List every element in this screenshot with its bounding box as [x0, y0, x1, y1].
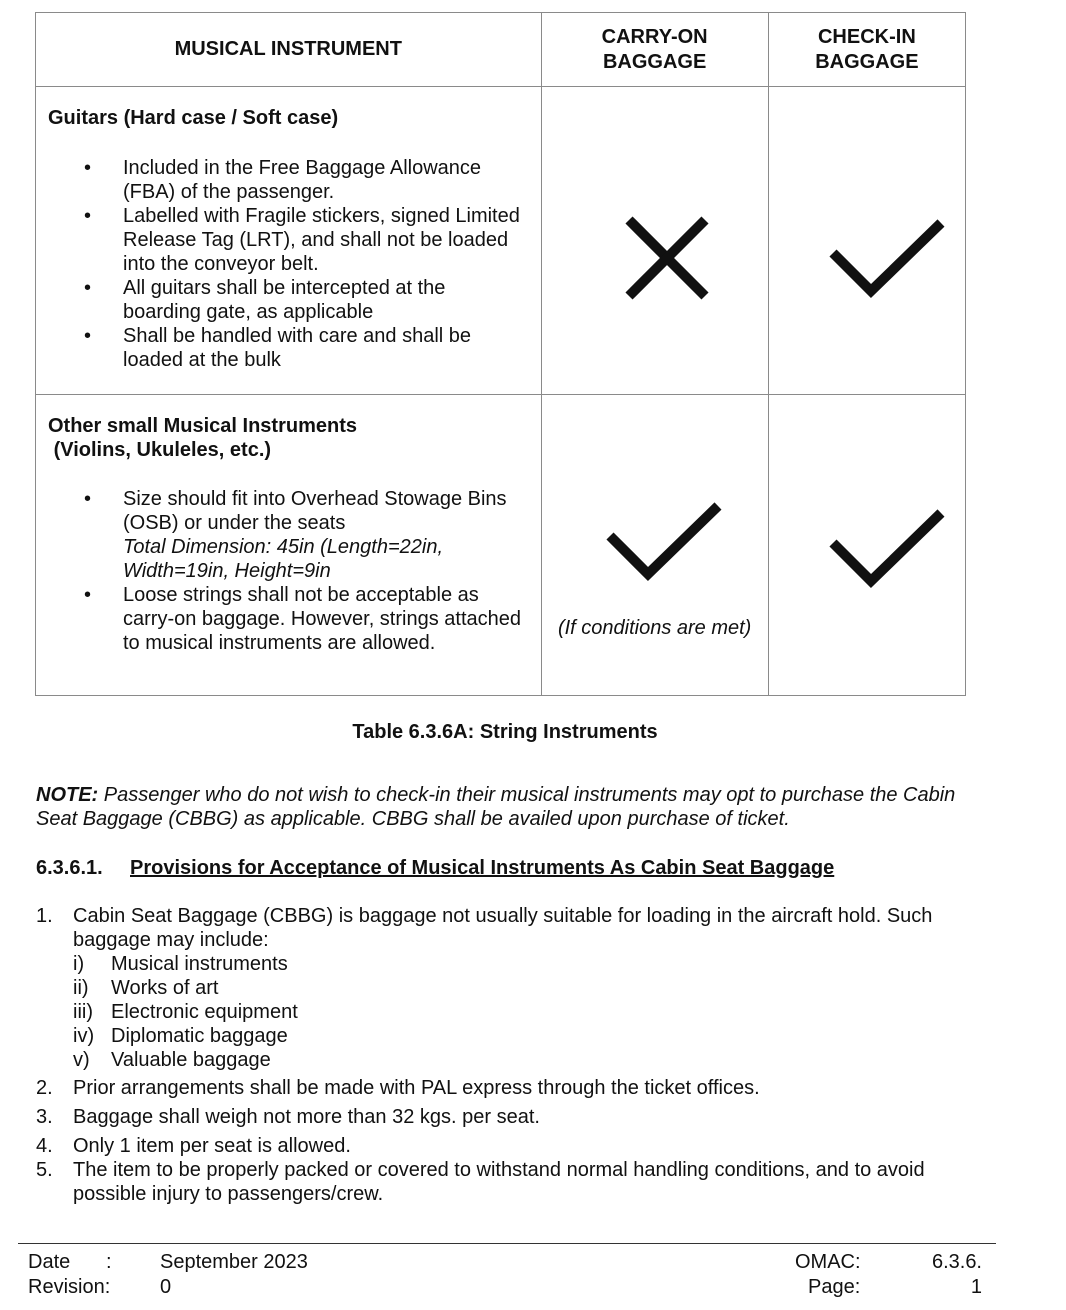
list-item: [36, 1134, 986, 1158]
provision-text: The item to be properly packed or covered to withstand normal handling conditions, and to avoid possible injury to passengers/crew.: [73, 1159, 925, 1205]
header-carry-on-baggage: [541, 13, 768, 87]
provision-text: Prior arrangements shall be made with PAL express through the ticket offices.: [73, 1077, 760, 1099]
table-row: [36, 395, 966, 696]
list-number: 4.: [36, 1135, 53, 1157]
list-item: [36, 1158, 986, 1206]
total-dimension-text: Total Dimension: 45in (Length=22in, Width=19in, Height=9in: [123, 536, 444, 582]
cbbg-types-list: [73, 952, 986, 1072]
section-title: Provisions for Acceptance of Musical Instruments As Cabin Seat Baggage: [130, 857, 835, 879]
table-caption: Table 6.3.6A: String Instruments: [352, 721, 658, 743]
sub-item-text: Musical instruments: [111, 953, 288, 975]
section-number: 6.3.6.1.: [36, 857, 103, 879]
footer-date-label: Date: [28, 1251, 71, 1273]
list-item: [36, 904, 986, 1072]
list-number: 5.: [36, 1159, 53, 1181]
list-item: • Loose strings shall not be acceptable as carry-on baggage. However, strings attached to musical instruments are allowed.: [48, 583, 529, 655]
list-roman: iii): [73, 1001, 93, 1023]
note-label: NOTE:: [36, 784, 99, 806]
small-instruments-title-line2: (Violins, Ukuleles, etc.): [53, 439, 272, 461]
header-carry-on-line1: CARRY-ON: [601, 25, 708, 48]
footer-revision-value: 0: [160, 1276, 172, 1298]
list-item: [73, 1048, 986, 1072]
conditions-note: (If conditions are met): [557, 617, 752, 639]
table-header-row: [36, 13, 966, 87]
cross-icon: [621, 212, 713, 304]
provision-text: Only 1 item per seat is allowed.: [73, 1135, 351, 1157]
provisions-list: [36, 904, 986, 1206]
table-row: [36, 87, 966, 395]
note-text: Passenger who do not wish to check-in their musical instruments may opt to purchase the Cabin Seat Baggage (CBBG) as applicable. CBBG shall be availed upon purchase of ticket.: [36, 784, 956, 830]
list-item: [73, 1024, 986, 1048]
guitars-carry-on-cell: [541, 87, 768, 395]
list-item: [48, 487, 529, 583]
footer-page-value: 1: [970, 1276, 982, 1298]
provision-text: Baggage shall weigh not more than 32 kgs. per seat.: [73, 1106, 540, 1128]
check-icon: [827, 215, 947, 301]
sub-item-text: Diplomatic baggage: [111, 1025, 288, 1047]
header-check-in-line2: BAGGAGE: [815, 50, 919, 73]
sub-item-text: Works of art: [111, 977, 219, 999]
check-icon: [827, 505, 947, 591]
guitars-bullet-list: [48, 156, 529, 372]
provision-text: Cabin Seat Baggage (CBBG) is baggage not usually suitable for loading in the aircraft hold. Such baggage may include:: [73, 905, 933, 951]
guitars-description-cell: [36, 87, 542, 395]
list-item: • All guitars shall be intercepted at the boarding gate, as applicable: [48, 276, 529, 324]
list-roman: iv): [73, 1025, 95, 1047]
list-item: [36, 1076, 986, 1100]
small-instruments-bullet-list: [48, 487, 529, 655]
footer-omac-label: OMAC:: [795, 1251, 861, 1273]
footer-omac-value: 6.3.6.: [931, 1251, 982, 1273]
note-paragraph: [36, 783, 986, 831]
footer-date-colon: :: [106, 1251, 112, 1273]
list-item: • Shall be handled with care and shall be loaded at the bulk: [48, 324, 529, 372]
list-item: • Included in the Free Baggage Allowance (FBA) of the passenger.: [48, 156, 529, 204]
header-check-in-baggage: [768, 13, 965, 87]
list-item: [36, 1105, 986, 1129]
sub-item-text: Valuable baggage: [111, 1049, 271, 1071]
guitars-title: Guitars (Hard case / Soft case): [48, 107, 339, 129]
string-instruments-table: [35, 12, 966, 696]
list-item: [73, 976, 986, 1000]
small-instruments-check-in-cell: [768, 395, 965, 696]
footer-divider: [18, 1243, 996, 1244]
small-instruments-title: [48, 414, 529, 462]
size-requirement-text: Size should fit into Overhead Stowage Bins (OSB) or under the seats: [123, 488, 507, 534]
guitars-check-in-cell: [768, 87, 965, 395]
section-heading: [36, 857, 834, 880]
small-instruments-description-cell: [36, 395, 542, 696]
footer-page-label: Page:: [808, 1276, 861, 1298]
list-roman: i): [73, 953, 85, 975]
footer-date-value: September 2023: [160, 1251, 308, 1273]
list-item: • Labelled with Fragile stickers, signed Limited Release Tag (LRT), and shall not be loaded into the conveyor belt.: [48, 204, 529, 276]
header-carry-on-line2: BAGGAGE: [602, 50, 707, 73]
header-check-in-line1: CHECK-IN: [817, 25, 916, 48]
list-number: 1.: [36, 905, 53, 927]
sub-item-text: Electronic equipment: [111, 1001, 298, 1023]
small-instruments-title-line1: Other small Musical Instruments: [48, 415, 357, 437]
small-instruments-carry-on-cell: [541, 395, 768, 696]
list-item: [73, 1000, 986, 1024]
list-roman: v): [73, 1049, 90, 1071]
list-roman: ii): [73, 977, 89, 999]
list-number: 3.: [36, 1106, 53, 1128]
list-item: [73, 952, 986, 976]
check-icon: [604, 498, 724, 584]
footer-revision-label: Revision:: [28, 1276, 111, 1298]
list-number: 2.: [36, 1077, 53, 1099]
header-musical-instrument: MUSICAL INSTRUMENT: [36, 13, 542, 87]
